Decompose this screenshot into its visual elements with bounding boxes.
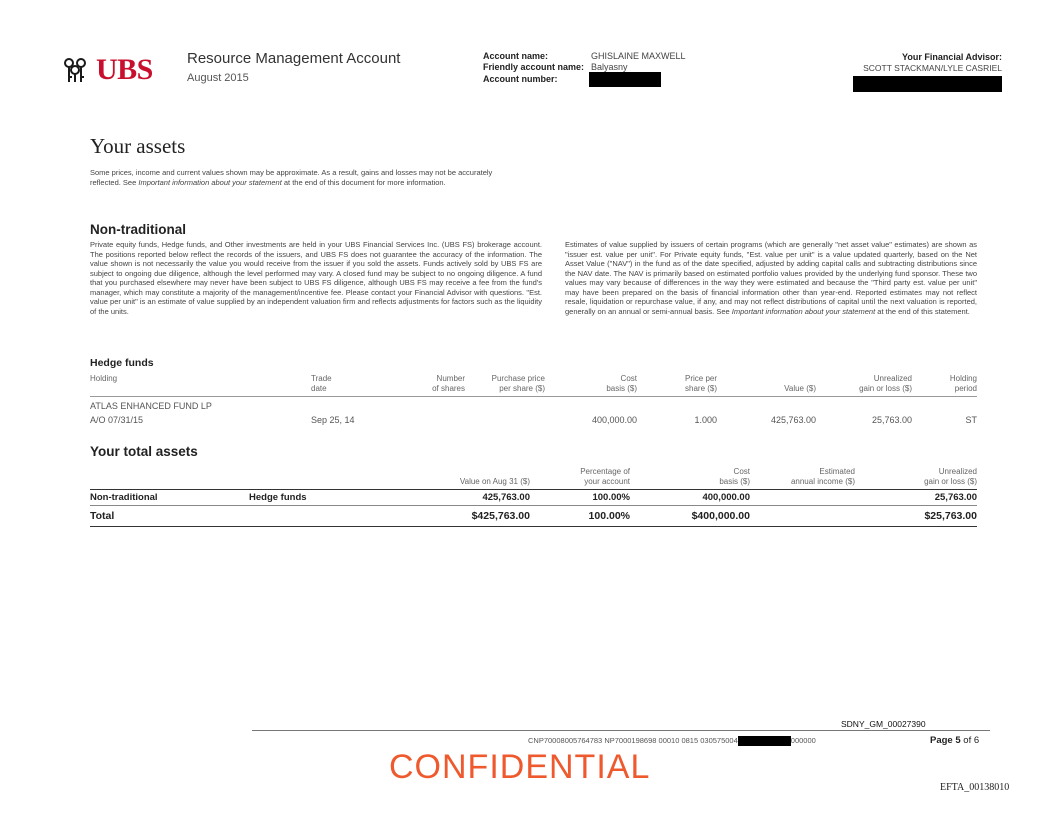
holding-name: ATLAS ENHANCED FUND LP <box>90 401 212 411</box>
col-cost-basis: Cost basis ($) <box>606 374 637 393</box>
hedge-funds-heading: Hedge funds <box>90 357 154 369</box>
friendly-name-value: Balyasny <box>591 62 628 72</box>
nontraditional-paragraph-right: Estimates of value supplied by issuers of certain programs (which are generally "net asset value" estimates) are shown as "issuer est. value per unit". For Private equity funds, "Est. value per unit" is a value updated quarterly, based on the Net Asset Value ("NAV") in the fund as of the date specified, adjusted by adding capital calls and subtracting distributions since the NAV date. The NAV is primarily based on estimated portfolio values provided by the underlying fund sponsor. These two values may vary because of differences in the way they were estimated and because the "Third party est. value per unit" may have been prepared on the basis of financial information other than year-end. Reported estimates may not reflect resale, liquidation or repurchase value, if any, and may not reflect distributions of capital until the next valuation is reported, generally on an annual or semi-annual basis. See Important information about your statement at the end of this statement. <box>565 240 977 316</box>
page-indicator: Page 5 of 6 <box>930 735 980 746</box>
document-code: CNP70008005764783 NP7000198698 00010 0815 030575004 000000 <box>528 736 816 745</box>
category: Non-traditional <box>90 492 158 503</box>
code-redaction <box>738 736 791 746</box>
total-assets-heading: Your total assets <box>90 444 198 459</box>
unrealized: 25,763.00 <box>934 492 977 503</box>
cost-basis: 400,000.00 <box>702 492 750 503</box>
bates-number: SDNY_GM_00027390 <box>841 719 926 729</box>
total-value: $425,763.00 <box>471 510 530 522</box>
total-unrealized: $25,763.00 <box>924 510 977 522</box>
total-cost-basis: $400,000.00 <box>691 510 750 522</box>
col-purchase-price: Purchase price per share ($) <box>491 374 545 393</box>
account-number-redaction <box>589 72 661 87</box>
intro-text: Some prices, income and current values shown may be approximate. As a result, gains and losses may not be accurately reflected. See Important information about your statement at the end of this document for more information. <box>90 168 493 187</box>
keys-icon <box>60 55 90 85</box>
holding-as-of: A/O 07/31/15 <box>90 415 144 425</box>
nontraditional-heading: Non-traditional <box>90 222 186 237</box>
friendly-name-label: Friendly account name: <box>483 62 585 72</box>
col-value-aug31: Value on Aug 31 ($) <box>459 477 530 486</box>
value: 425,763.00 <box>482 492 530 503</box>
col-price-per-share: Price per share ($) <box>685 374 718 393</box>
advisor-name: SCOTT STACKMAN/LYLE CASRIEL <box>863 63 1002 73</box>
cost-basis: 400,000.00 <box>591 415 637 425</box>
col-estimated-income: Estimated annual income ($) <box>790 467 855 486</box>
account-name-label: Account name: <box>483 51 549 61</box>
trade-date: Sep 25, 14 <box>311 415 355 425</box>
total-bottom-divider <box>90 526 977 527</box>
col-holding-period: Holding period <box>949 374 977 393</box>
important-info-link: Important information about your statement <box>138 177 282 187</box>
col-trade-date: Trade date <box>311 374 332 393</box>
col-value: Value ($) <box>784 384 816 393</box>
logo-text: UBS <box>96 53 153 86</box>
hedge-header-divider <box>90 396 977 397</box>
statement-date: August 2015 <box>187 72 249 84</box>
footer-divider <box>252 730 990 731</box>
col-unrealized: Unrealized gain or loss ($) <box>859 374 912 393</box>
account-name-value: GHISLAINE MAXWELL <box>591 51 686 61</box>
unrealized-gain: 25,763.00 <box>871 415 912 425</box>
col-total-cost-basis: Cost basis ($) <box>719 467 750 486</box>
advisor-label: Your Financial Advisor: <box>901 52 1002 62</box>
value: 425,763.00 <box>770 415 816 425</box>
page-title: Your assets <box>90 134 186 158</box>
price-per-share: 1.000 <box>694 415 717 425</box>
col-total-unrealized: Unrealized gain or loss ($) <box>924 467 977 486</box>
account-number-label: Account number: <box>483 74 558 84</box>
confidential-stamp: CONFIDENTIAL <box>389 748 651 786</box>
col-number-of-shares: Number of shares <box>432 374 465 393</box>
total-percentage: 100.00% <box>588 510 630 522</box>
percentage: 100.00% <box>592 492 630 503</box>
efta-number: EFTA_00138010 <box>940 782 1010 793</box>
holding-period: ST <box>965 415 977 425</box>
total-header-divider <box>90 489 977 490</box>
row-divider <box>90 505 977 506</box>
nontraditional-paragraph-left: Private equity funds, Hedge funds, and Other investments are held in your UBS Financial Services Inc. (UBS FS) brokerage account. The positions reported below reflect the records of the issuers, and UBS FS does not guarantee the accuracy of the information. The value shown is not necessarily the value you would receive from the issuer if you sold the assets. Funds actively sold by UBS FS are subject to ongoing due diligence, although the level performed may vary. A closed fund may be subject to no ongoing diligence. A fund that you purchased elsewhere may never have been subject to UBS FS diligence, although UBS FS may receive a fee from the fund's manager, which may constitute a majority of the management/incentive fee. Please contact your Financial Advisor with questions. "Est. value per unit" is an estimate of value supplied by an independent valuation firm and reflects adjustments for factors such as the liquidity of the units. <box>90 240 542 316</box>
ubs-logo <box>60 53 153 87</box>
col-percentage: Percentage of your account <box>580 467 630 486</box>
document-title: Resource Management Account <box>187 50 401 67</box>
col-holding: Holding <box>90 374 118 383</box>
subcategory: Hedge funds <box>249 492 307 503</box>
advisor-redaction <box>853 76 1002 92</box>
total-label: Total <box>90 510 115 522</box>
